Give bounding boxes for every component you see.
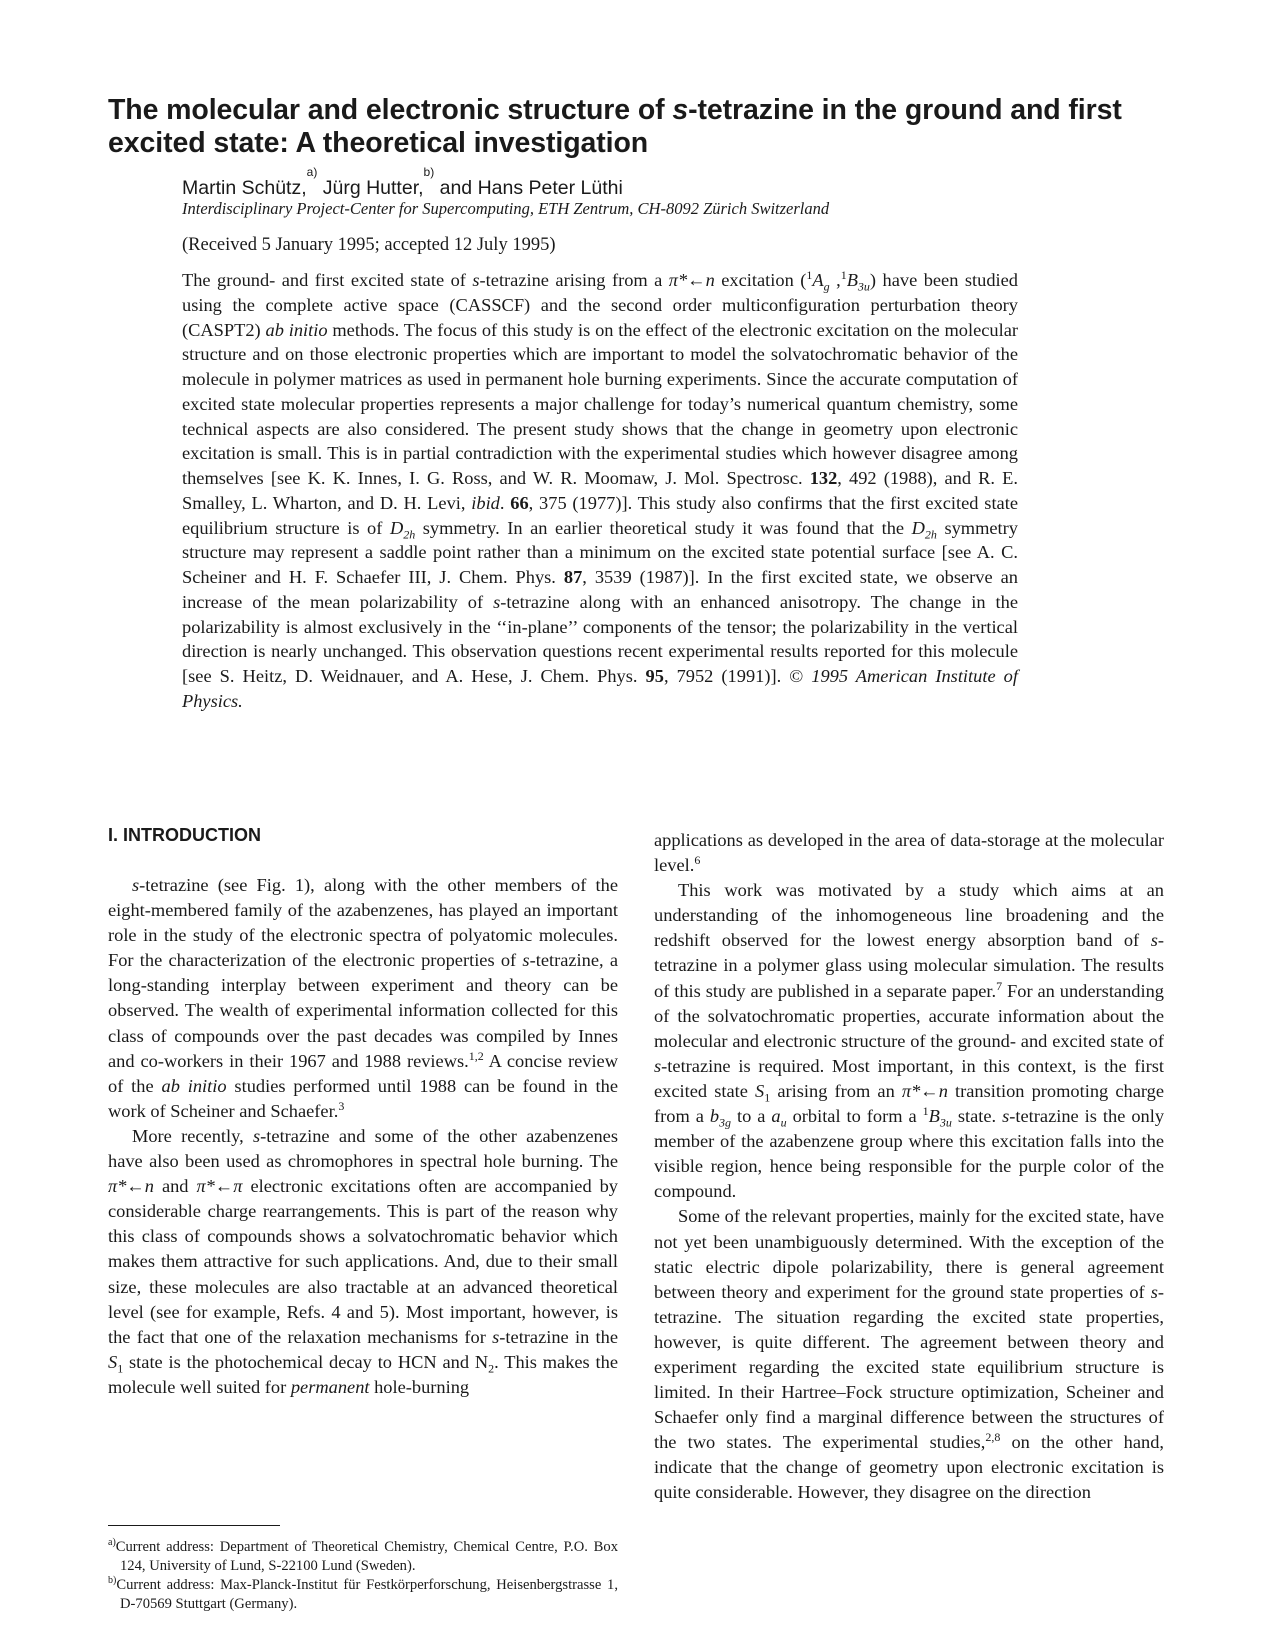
footnote-b: $^{b)}$Current address: Max-Planck-Institut für Festkörperforschung, Heisenbergstrasse 1, D-70569 Stuttgart (Germany). xyxy=(108,1575,618,1612)
paper-title: The molecular and electronic structure of s-tetrazine in the ground and first excited state: A theoretical investigation xyxy=(108,94,1122,159)
abstract: The ground- and first excited state of s-tetrazine arising from a π*←n excitation ($^1A_g$ $,^1B_{3u}$) have been studied using the complete active space (CASSCF) and the second order multiconfiguration perturbation theory (CASPT2) ab initio methods. The focus of this study is on the effect of the electronic excitation on the molecular structure and on those electronic properties which are important to model the solvatochromatic behavior of the molecule in polymer matrices as used in permanent hole burning experiments. Since the accurate computation of excited state molecular properties represents a major challenge for today’s numerical quantum chemistry, some technical aspects are also considered. The present study shows that the change in geometry upon electronic excitation is small. This is in partial contradiction with the experimental studies which however disagree among themselves [see K. K. Innes, I. G. Ross, and W. R. Moomaw, J. Mol. Spectrosc. 132, 492 (1988), and R. E. Smalley, L. Wharton, and D. H. Levi, ibid. 66, 375 (1977)]. This study also confirms that the first excited state equilibrium structure is of $D_{2h}$ symmetry. In an earlier theoretical study it was found that the $D_{2h}$ symmetry structure may represent a saddle point rather than a minimum on the excited state potential surface [see A. C. Scheiner and H. F. Schaefer III, J. Chem. Phys. 87, 3539 (1987)]. In the first excited state, we observe an increase of the mean polarizability of s-tetrazine along with an enhanced anisotropy. The change in the polarizability is almost exclusively in the ‘‘in-plane’’ components of the tensor; the polarizability in the vertical direction is nearly unchanged. This observation questions recent experimental results reported for this molecule [see S. Heitz, D. Weidnauer, and A. Hese, J. Chem. Phys. 95, 7952 (1991)]. © 1995 American Institute of Physics. xyxy=(182,267,1018,711)
right-column xyxy=(654,828,1164,1506)
left-column xyxy=(108,824,618,1400)
author-list: Martin Schütz,$^{a)}$ Jürg Hutter,$^{b)}$ and Hans Peter Lüthi xyxy=(182,165,623,199)
affiliation: Interdisciplinary Project-Center for Supercomputing, ETH Zentrum, CH-8092 Zürich Switzerland xyxy=(182,199,830,218)
footnote-a: $^{a)}$Current address: Department of Theoretical Chemistry, Chemical Centre, P.O. Box 124, University of Lund, S-22100 Lund (Sweden). xyxy=(108,1537,618,1574)
intro-paragraph-1: s-tetrazine (see Fig. 1), along with the other members of the eight-membered family of the azabenzenes, has played an important role in the study of the electronic spectra of polyatomic molecules. For the characterization of the electronic properties of s-tetrazine, a long-standing interplay between experiment and theory can be observed. The wealth of experimental information collected for this class of compounds over the past decades was compiled by Innes and co-workers in their 1967 and 1988 reviews.$^{1,2}$ A concise review of the ab initio studies performed until 1988 can be found in the work of Scheiner and Schaefer.$^3$ xyxy=(108,875,619,1121)
footnote-divider xyxy=(108,1525,280,1526)
intro-paragraph-2-continued: applications as developed in the area of data-storage at the molecular level.$^6$ xyxy=(654,830,1164,876)
received-dates: (Received 5 January 1995; accepted 12 July 1995) xyxy=(182,235,556,255)
footnotes xyxy=(108,1538,618,1614)
intro-paragraph-3: This work was motivated by a study which aims at an understanding of the inhomogeneous line broadening and the redshift observed for the lowest energy absorption band of s-tetrazine in a polymer glass using molecular simulation. The results of this study are published in a separate paper.$^7$ For an understanding of the solvatochromatic properties, accurate information about the molecular and electronic structure of the ground- and excited state of s-tetrazine is required. Most important, in this context, is the first excited state $S_1$ arising from an π*←n transition promoting charge from a $b_{3g}$ to a $a_u$ orbital to form a $^1B_{3u}$ state. s-tetrazine is the only member of the azabenzene group where this excitation falls into the visible region, hence being responsible for the purple color of the compound. xyxy=(654,880,1165,1202)
section-heading-introduction: I. INTRODUCTION xyxy=(108,825,261,845)
intro-paragraph-4: Some of the relevant properties, mainly for the excited state, have not yet been unambiguously determined. With the exception of the static electric dipole polarizability, there is general agreement between theory and experiment for the ground state properties of s-tetrazine. The situation regarding the excited state properties, however, is quite different. The agreement between theory and experiment regarding the excited state equilibrium structure is limited. In their Hartree–Fock structure optimization, Scheiner and Schaefer only find a marginal difference between the structures of the two states. The experimental studies,$^{2,8}$ on the other hand, indicate that the change of geometry upon electronic excitation is quite considerable. However, they disagree on the direction xyxy=(654,1206,1164,1503)
intro-paragraph-2: More recently, s-tetrazine and some of the other azabenzenes have also been used as chromophores in spectral hole burning. The π*←n and π*←π electronic excitations often are accompanied by considerable charge rearrangements. This is part of the reason why this class of compounds shows a solvatochromatic behavior which makes them attractive for such applications. And, due to their small size, these molecules are also tractable at an advanced theoretical level (see for example, Refs. 4 and 5). Most important, however, is the fact that one of the relaxation mechanisms for s-tetrazine in the $S_1$ state is the photochemical decay to HCN and $N_2$. This makes the molecule well suited for permanent hole-burning xyxy=(108,1125,619,1397)
